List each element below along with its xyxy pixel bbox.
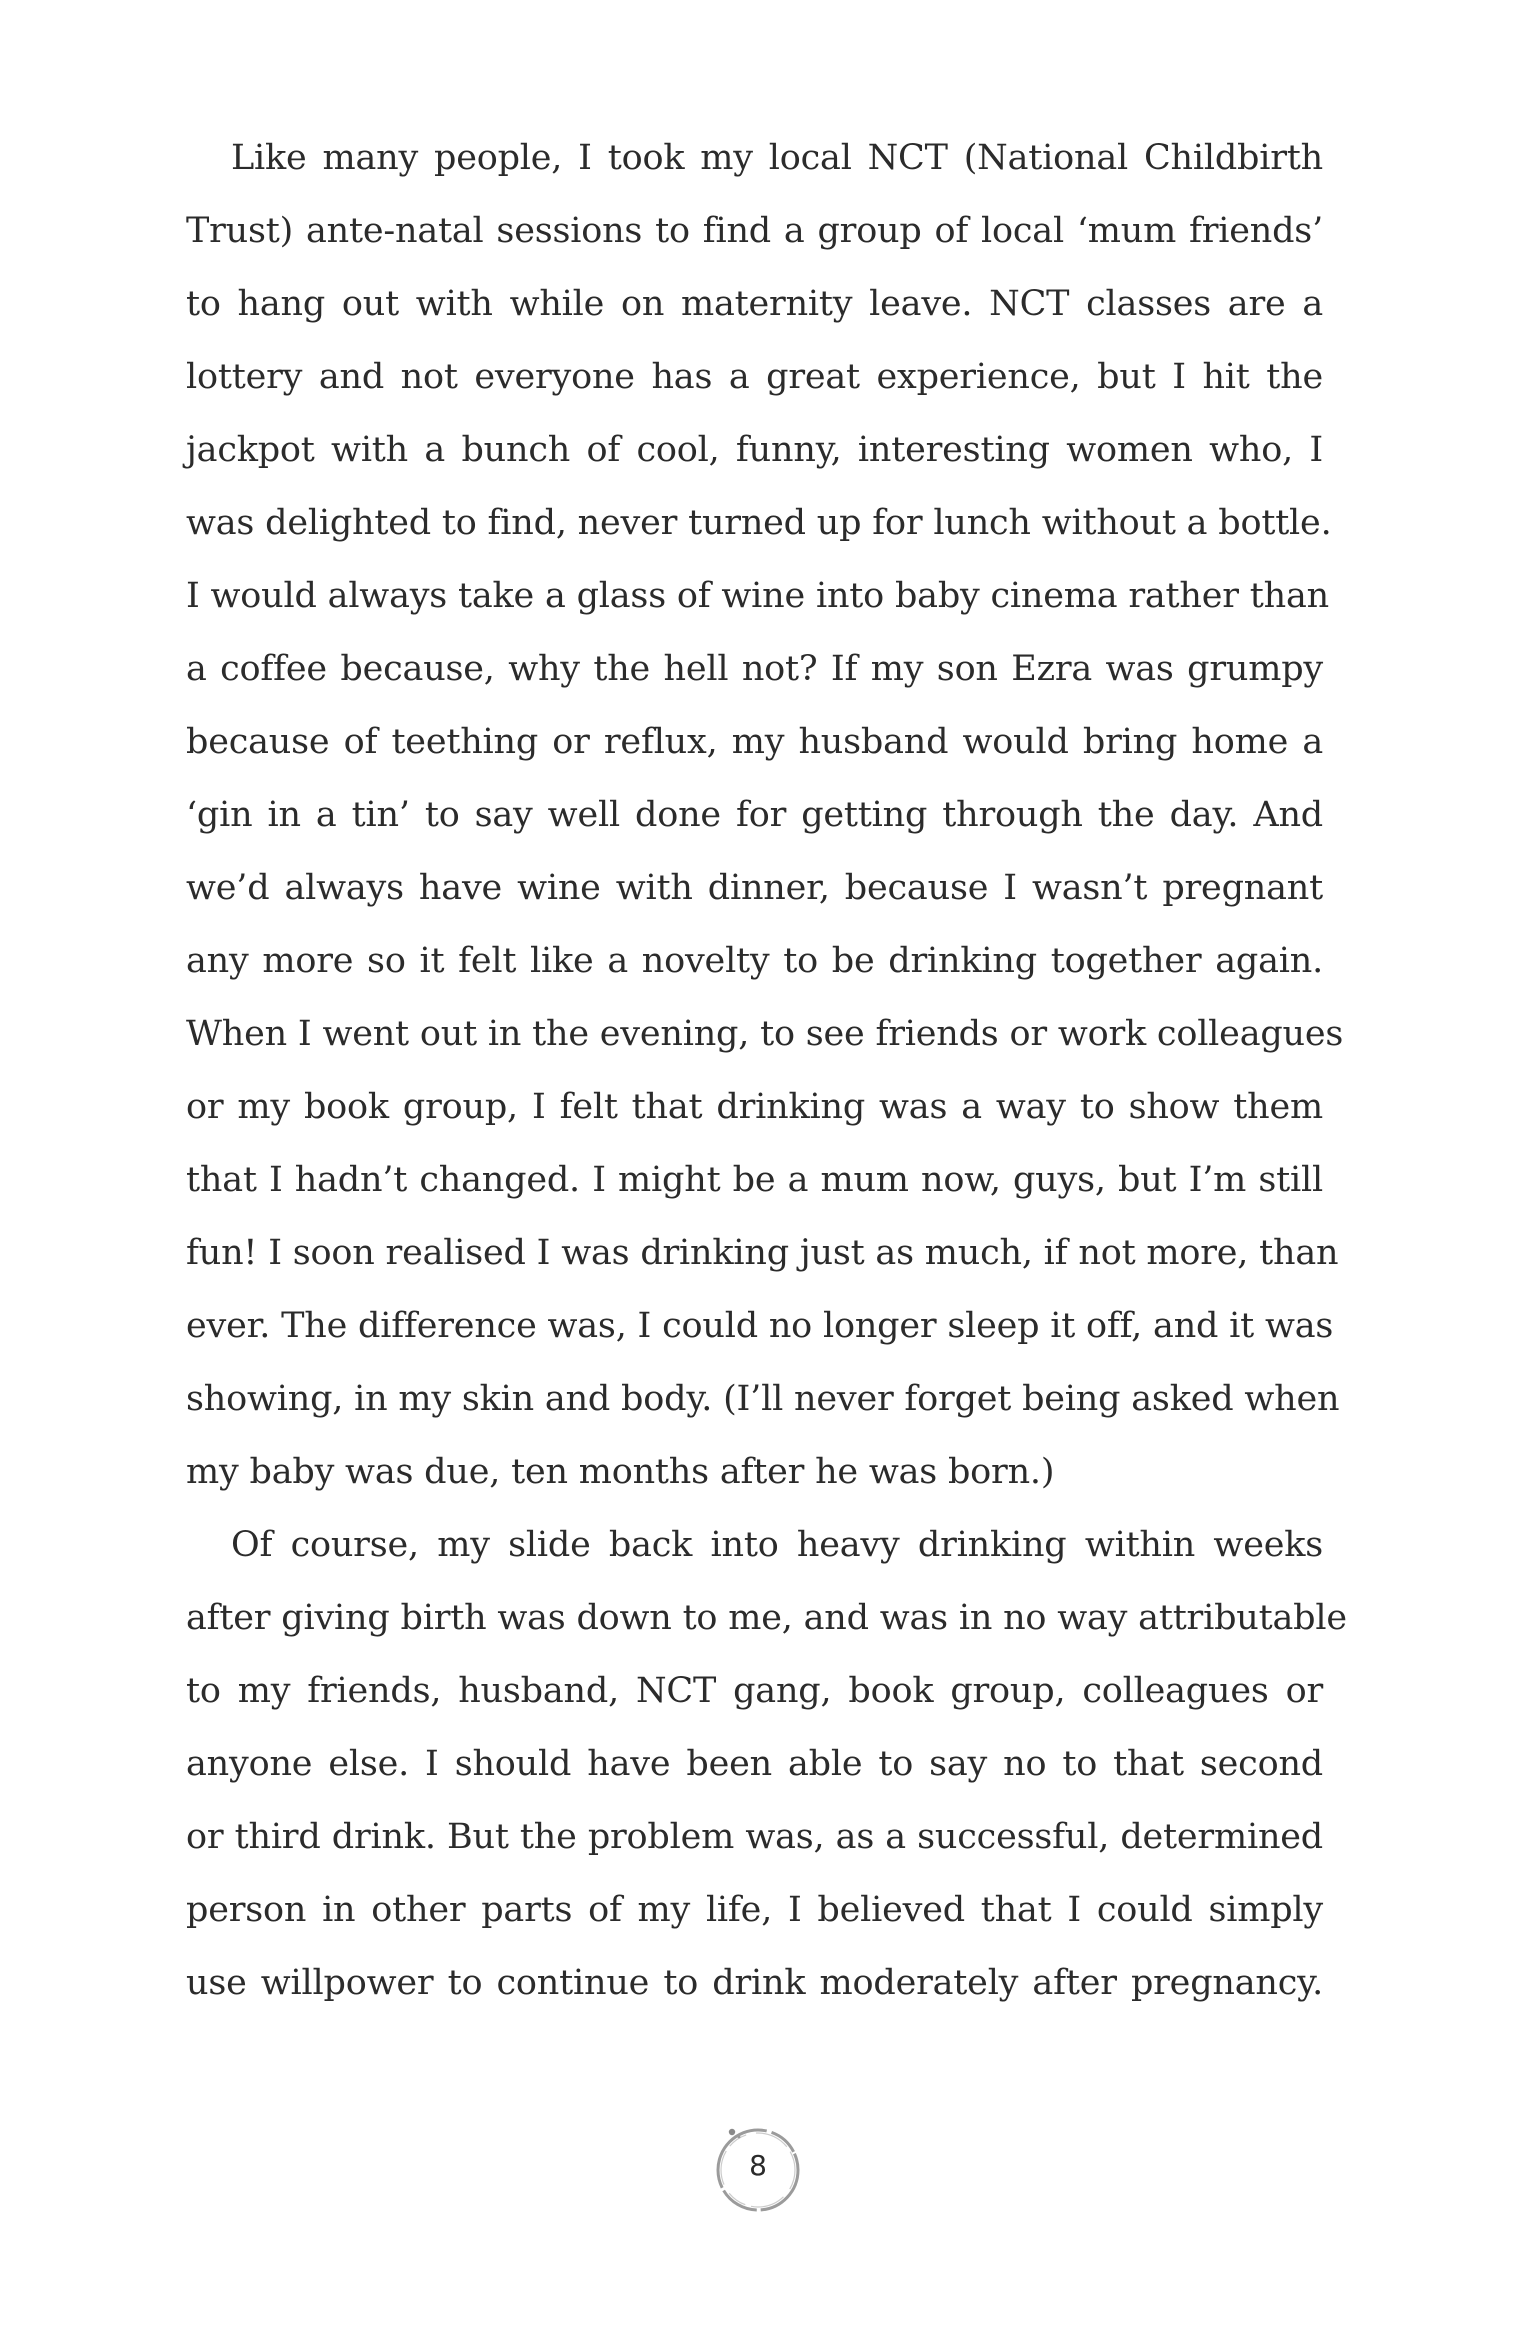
text-line: Like many people, I took my local NCT (National Childbirth	[231, 138, 1323, 178]
text-line: When I went out in the evening, to see friends or work colleagues	[186, 1014, 1344, 1054]
text-line: Trust) ante-natal sessions to find a group of local ‘mum friends’	[186, 211, 1323, 251]
text-line: lottery and not everyone has a great experience, but I hit the	[186, 357, 1323, 397]
text-line: or my book group, I felt that drinking was a way to show them	[186, 1087, 1323, 1127]
text-line: we’d always have wine with dinner, because I wasn’t pregnant	[186, 868, 1323, 908]
text-line: was delighted to find, never turned up for lunch without a bottle.	[186, 503, 1332, 543]
paragraph-2	[186, 1509, 1347, 2020]
text-line: Of course, my slide back into heavy drinking within weeks	[231, 1525, 1323, 1565]
text-line: to my friends, husband, NCT gang, book group, colleagues or	[186, 1671, 1323, 1711]
text-line: to hang out with while on maternity leave. NCT classes are a	[186, 284, 1323, 324]
page-number-folio	[710, 2118, 806, 2218]
text-line: ever. The difference was, I could no longer sleep it off, and it was	[186, 1306, 1334, 1346]
text-line: my baby was due, ten months after he was born.)	[186, 1452, 1055, 1492]
text-line: any more so it felt like a novelty to be drinking together again.	[186, 941, 1323, 981]
text-line: a coffee because, why the hell not? If my son Ezra was grumpy	[186, 649, 1323, 689]
body-text	[186, 122, 1347, 2020]
text-line: use willpower to continue to drink moderately after pregnancy.	[186, 1963, 1323, 2003]
text-line: or third drink. But the problem was, as a successful, determined	[186, 1817, 1323, 1857]
text-line: because of teething or reflux, my husband would bring home a	[186, 722, 1323, 762]
text-line: ‘gin in a tin’ to say well done for getting through the day. And	[186, 795, 1323, 835]
text-line: I would always take a glass of wine into baby cinema rather than	[186, 576, 1329, 616]
text-line: after giving birth was down to me, and was in no way attributable	[186, 1598, 1347, 1638]
text-line: showing, in my skin and body. (I’ll never forget being asked when	[186, 1379, 1340, 1419]
paragraph-1	[186, 122, 1344, 1509]
text-line: anyone else. I should have been able to say no to that second	[186, 1744, 1323, 1784]
text-line: that I hadn’t changed. I might be a mum now, guys, but I’m still	[186, 1160, 1323, 1200]
page-number: 8	[749, 2149, 767, 2182]
text-line: person in other parts of my life, I believed that I could simply	[186, 1890, 1323, 1930]
text-line: fun! I soon realised I was drinking just as much, if not more, than	[186, 1233, 1339, 1273]
text-line: jackpot with a bunch of cool, funny, interesting women who, I	[186, 430, 1323, 470]
